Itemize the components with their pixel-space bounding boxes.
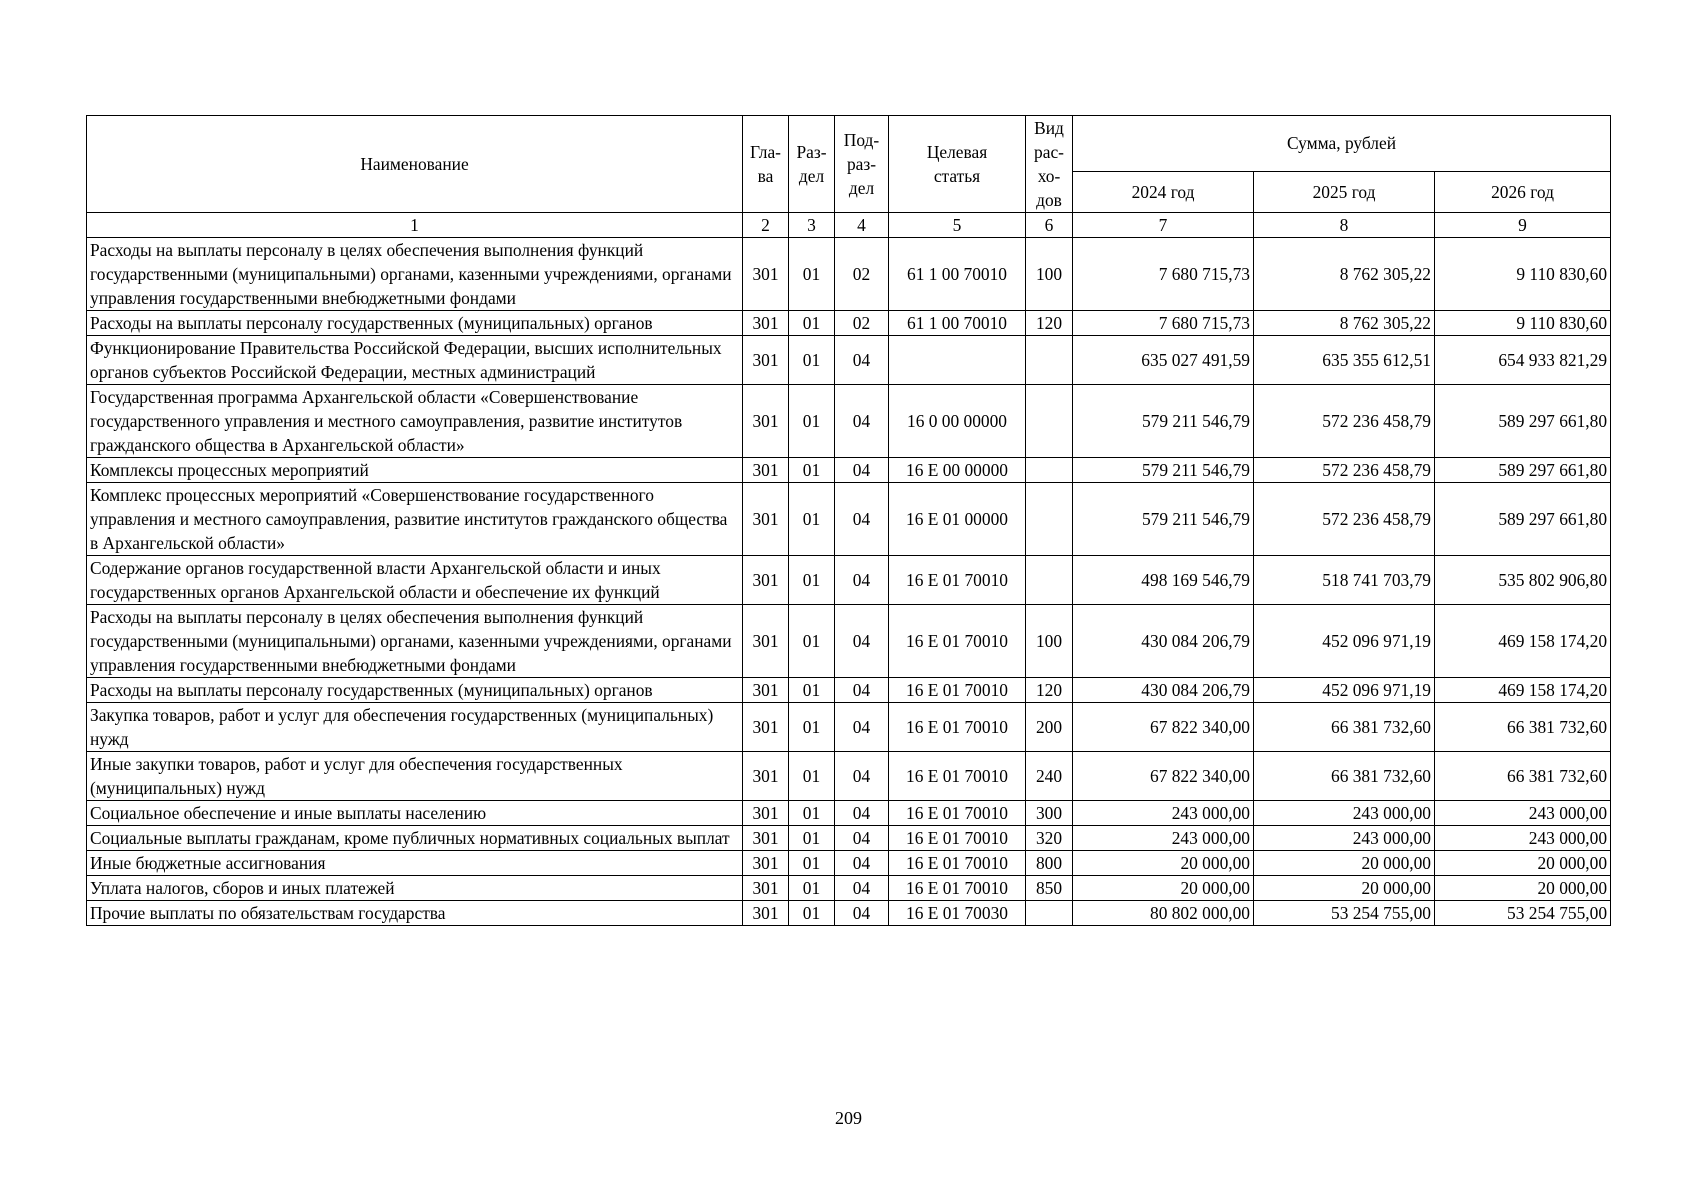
row-sum-2025: 452 096 971,19 bbox=[1254, 678, 1435, 703]
column-number: 6 bbox=[1026, 213, 1073, 238]
row-expense-type: 120 bbox=[1026, 311, 1073, 336]
row-sum-2026: 535 802 906,80 bbox=[1435, 556, 1611, 605]
row-section: 01 bbox=[789, 605, 835, 678]
row-expense-type bbox=[1026, 385, 1073, 458]
row-sum-2024: 7 680 715,73 bbox=[1073, 238, 1254, 311]
table-row bbox=[87, 901, 1611, 926]
row-target-article: 16 Е 01 70010 bbox=[889, 826, 1026, 851]
row-chapter: 301 bbox=[743, 385, 789, 458]
row-expense-type: 300 bbox=[1026, 801, 1073, 826]
row-name: Социальное обеспечение и иные выплаты населению bbox=[87, 801, 743, 826]
row-name: Комплексы процессных мероприятий bbox=[87, 458, 743, 483]
row-target-article: 16 Е 01 70010 bbox=[889, 703, 1026, 752]
header-expense-type: Вид рас- хо- дов bbox=[1026, 116, 1073, 213]
row-chapter: 301 bbox=[743, 703, 789, 752]
row-sum-2025: 66 381 732,60 bbox=[1254, 752, 1435, 801]
row-sum-2025: 243 000,00 bbox=[1254, 826, 1435, 851]
row-expense-type bbox=[1026, 458, 1073, 483]
row-name: Содержание органов государственной власти Архангельской области и иных государственных органов Архангельской области и обеспечение их функций bbox=[87, 556, 743, 605]
row-chapter: 301 bbox=[743, 311, 789, 336]
column-number: 1 bbox=[87, 213, 743, 238]
header-target: Целевая статья bbox=[889, 116, 1026, 213]
table-row bbox=[87, 238, 1611, 311]
row-sum-2025: 572 236 458,79 bbox=[1254, 458, 1435, 483]
row-expense-type: 120 bbox=[1026, 678, 1073, 703]
row-sum-2024: 430 084 206,79 bbox=[1073, 605, 1254, 678]
row-chapter: 301 bbox=[743, 801, 789, 826]
row-name: Расходы на выплаты персоналу государственных (муниципальных) органов bbox=[87, 678, 743, 703]
row-sum-2024: 20 000,00 bbox=[1073, 851, 1254, 876]
row-subsection: 04 bbox=[835, 752, 889, 801]
row-sum-2026: 589 297 661,80 bbox=[1435, 483, 1611, 556]
row-expense-type: 850 bbox=[1026, 876, 1073, 901]
row-chapter: 301 bbox=[743, 483, 789, 556]
row-target-article: 61 1 00 70010 bbox=[889, 311, 1026, 336]
row-name: Государственная программа Архангельской области «Совершенствование государственного управления и местного самоуправления, развитие институтов гражданского общества в Архангельской области» bbox=[87, 385, 743, 458]
row-name: Расходы на выплаты персоналу в целях обеспечения выполнения функций государственными (муниципальными) органами, казенными учреждениями, органами управления государственными внебюджетными фондами bbox=[87, 605, 743, 678]
row-chapter: 301 bbox=[743, 851, 789, 876]
row-sum-2025: 20 000,00 bbox=[1254, 851, 1435, 876]
row-target-article: 16 Е 01 70010 bbox=[889, 851, 1026, 876]
row-sum-2024: 20 000,00 bbox=[1073, 876, 1254, 901]
row-target-article: 16 Е 01 70010 bbox=[889, 678, 1026, 703]
row-sum-2024: 7 680 715,73 bbox=[1073, 311, 1254, 336]
row-target-article: 16 Е 01 70030 bbox=[889, 901, 1026, 926]
row-sum-2025: 8 762 305,22 bbox=[1254, 238, 1435, 311]
row-chapter: 301 bbox=[743, 826, 789, 851]
row-subsection: 04 bbox=[835, 826, 889, 851]
page-number: 209 bbox=[835, 1108, 862, 1128]
row-sum-2025: 518 741 703,79 bbox=[1254, 556, 1435, 605]
row-section: 01 bbox=[789, 238, 835, 311]
column-number-row bbox=[87, 213, 1611, 238]
row-chapter: 301 bbox=[743, 605, 789, 678]
row-target-article: 16 Е 01 70010 bbox=[889, 752, 1026, 801]
header-year-2024: 2024 год bbox=[1073, 171, 1254, 212]
row-sum-2024: 498 169 546,79 bbox=[1073, 556, 1254, 605]
row-subsection: 02 bbox=[835, 238, 889, 311]
row-sum-2024: 579 211 546,79 bbox=[1073, 458, 1254, 483]
row-sum-2026: 53 254 755,00 bbox=[1435, 901, 1611, 926]
column-number: 3 bbox=[789, 213, 835, 238]
row-expense-type: 100 bbox=[1026, 605, 1073, 678]
row-chapter: 301 bbox=[743, 556, 789, 605]
table-row bbox=[87, 605, 1611, 678]
row-expense-type: 100 bbox=[1026, 238, 1073, 311]
row-section: 01 bbox=[789, 336, 835, 385]
row-name: Расходы на выплаты персоналу в целях обеспечения выполнения функций государственными (муниципальными) органами, казенными учреждениями, органами управления государственными внебюджетными фондами bbox=[87, 238, 743, 311]
table-header bbox=[87, 116, 1611, 238]
row-sum-2025: 572 236 458,79 bbox=[1254, 385, 1435, 458]
row-section: 01 bbox=[789, 458, 835, 483]
row-section: 01 bbox=[789, 826, 835, 851]
table-body bbox=[87, 238, 1611, 926]
row-sum-2025: 243 000,00 bbox=[1254, 801, 1435, 826]
row-subsection: 02 bbox=[835, 311, 889, 336]
row-target-article: 16 Е 01 00000 bbox=[889, 483, 1026, 556]
row-sum-2025: 8 762 305,22 bbox=[1254, 311, 1435, 336]
row-sum-2025: 20 000,00 bbox=[1254, 876, 1435, 901]
table-row bbox=[87, 703, 1611, 752]
table-row bbox=[87, 336, 1611, 385]
table-row bbox=[87, 851, 1611, 876]
table-row bbox=[87, 458, 1611, 483]
row-name: Функционирование Правительства Российской Федерации, высших исполнительных органов субъектов Российской Федерации, местных администраций bbox=[87, 336, 743, 385]
row-target-article: 16 0 00 00000 bbox=[889, 385, 1026, 458]
row-subsection: 04 bbox=[835, 678, 889, 703]
row-expense-type: 200 bbox=[1026, 703, 1073, 752]
row-section: 01 bbox=[789, 801, 835, 826]
row-sum-2026: 469 158 174,20 bbox=[1435, 678, 1611, 703]
row-subsection: 04 bbox=[835, 556, 889, 605]
row-chapter: 301 bbox=[743, 678, 789, 703]
row-sum-2025: 66 381 732,60 bbox=[1254, 703, 1435, 752]
row-expense-type bbox=[1026, 556, 1073, 605]
row-section: 01 bbox=[789, 851, 835, 876]
row-target-article bbox=[889, 336, 1026, 385]
row-name: Иные бюджетные ассигнования bbox=[87, 851, 743, 876]
row-sum-2026: 9 110 830,60 bbox=[1435, 311, 1611, 336]
row-section: 01 bbox=[789, 876, 835, 901]
row-name: Закупка товаров, работ и услуг для обеспечения государственных (муниципальных) нужд bbox=[87, 703, 743, 752]
row-sum-2026: 654 933 821,29 bbox=[1435, 336, 1611, 385]
header-section: Раз- дел bbox=[789, 116, 835, 213]
row-sum-2025: 572 236 458,79 bbox=[1254, 483, 1435, 556]
row-section: 01 bbox=[789, 752, 835, 801]
header-year-2026: 2026 год bbox=[1435, 171, 1611, 212]
row-target-article: 16 Е 01 70010 bbox=[889, 605, 1026, 678]
column-number: 7 bbox=[1073, 213, 1254, 238]
row-sum-2024: 579 211 546,79 bbox=[1073, 385, 1254, 458]
row-subsection: 04 bbox=[835, 876, 889, 901]
table-row bbox=[87, 556, 1611, 605]
header-sum: Сумма, рублей bbox=[1073, 116, 1611, 172]
row-sum-2026: 589 297 661,80 bbox=[1435, 385, 1611, 458]
row-sum-2026: 469 158 174,20 bbox=[1435, 605, 1611, 678]
row-section: 01 bbox=[789, 901, 835, 926]
table-row bbox=[87, 385, 1611, 458]
row-name: Расходы на выплаты персоналу государственных (муниципальных) органов bbox=[87, 311, 743, 336]
row-section: 01 bbox=[789, 678, 835, 703]
row-sum-2026: 20 000,00 bbox=[1435, 876, 1611, 901]
row-sum-2024: 635 027 491,59 bbox=[1073, 336, 1254, 385]
row-chapter: 301 bbox=[743, 901, 789, 926]
row-subsection: 04 bbox=[835, 483, 889, 556]
column-number: 2 bbox=[743, 213, 789, 238]
header-subsection: Под- раз- дел bbox=[835, 116, 889, 213]
row-target-article: 61 1 00 70010 bbox=[889, 238, 1026, 311]
row-subsection: 04 bbox=[835, 851, 889, 876]
row-section: 01 bbox=[789, 556, 835, 605]
row-name: Комплекс процессных мероприятий «Совершенствование государственного управления и местного самоуправления, развитие институтов гражданского общества в Архангельской области» bbox=[87, 483, 743, 556]
row-chapter: 301 bbox=[743, 336, 789, 385]
row-sum-2024: 67 822 340,00 bbox=[1073, 703, 1254, 752]
row-subsection: 04 bbox=[835, 703, 889, 752]
header-year-2025: 2025 год bbox=[1254, 171, 1435, 212]
header-name: Наименование bbox=[87, 116, 743, 213]
row-sum-2026: 66 381 732,60 bbox=[1435, 752, 1611, 801]
row-sum-2024: 80 802 000,00 bbox=[1073, 901, 1254, 926]
row-chapter: 301 bbox=[743, 238, 789, 311]
row-name: Социальные выплаты гражданам, кроме публичных нормативных социальных выплат bbox=[87, 826, 743, 851]
row-expense-type bbox=[1026, 901, 1073, 926]
row-sum-2026: 66 381 732,60 bbox=[1435, 703, 1611, 752]
row-sum-2025: 53 254 755,00 bbox=[1254, 901, 1435, 926]
table-row bbox=[87, 801, 1611, 826]
row-target-article: 16 Е 01 70010 bbox=[889, 801, 1026, 826]
row-sum-2024: 243 000,00 bbox=[1073, 826, 1254, 851]
row-sum-2026: 9 110 830,60 bbox=[1435, 238, 1611, 311]
row-name: Уплата налогов, сборов и иных платежей bbox=[87, 876, 743, 901]
row-name: Прочие выплаты по обязательствам государства bbox=[87, 901, 743, 926]
row-sum-2025: 635 355 612,51 bbox=[1254, 336, 1435, 385]
column-number: 9 bbox=[1435, 213, 1611, 238]
row-sum-2026: 20 000,00 bbox=[1435, 851, 1611, 876]
table-row bbox=[87, 483, 1611, 556]
row-section: 01 bbox=[789, 703, 835, 752]
row-section: 01 bbox=[789, 385, 835, 458]
row-sum-2024: 430 084 206,79 bbox=[1073, 678, 1254, 703]
row-sum-2024: 243 000,00 bbox=[1073, 801, 1254, 826]
row-chapter: 301 bbox=[743, 458, 789, 483]
row-expense-type bbox=[1026, 483, 1073, 556]
row-subsection: 04 bbox=[835, 385, 889, 458]
row-expense-type: 320 bbox=[1026, 826, 1073, 851]
column-number: 8 bbox=[1254, 213, 1435, 238]
header-chapter: Гла- ва bbox=[743, 116, 789, 213]
row-expense-type: 240 bbox=[1026, 752, 1073, 801]
row-sum-2024: 67 822 340,00 bbox=[1073, 752, 1254, 801]
column-number: 4 bbox=[835, 213, 889, 238]
row-subsection: 04 bbox=[835, 458, 889, 483]
table-row bbox=[87, 311, 1611, 336]
row-sum-2026: 243 000,00 bbox=[1435, 801, 1611, 826]
row-subsection: 04 bbox=[835, 801, 889, 826]
row-expense-type bbox=[1026, 336, 1073, 385]
row-target-article: 16 Е 01 70010 bbox=[889, 556, 1026, 605]
table-row bbox=[87, 876, 1611, 901]
budget-table bbox=[86, 115, 1611, 926]
row-chapter: 301 bbox=[743, 752, 789, 801]
table-row bbox=[87, 752, 1611, 801]
row-section: 01 bbox=[789, 483, 835, 556]
row-sum-2026: 589 297 661,80 bbox=[1435, 458, 1611, 483]
row-subsection: 04 bbox=[835, 901, 889, 926]
row-target-article: 16 Е 01 70010 bbox=[889, 876, 1026, 901]
table-row bbox=[87, 678, 1611, 703]
table-row bbox=[87, 826, 1611, 851]
row-subsection: 04 bbox=[835, 336, 889, 385]
row-sum-2026: 243 000,00 bbox=[1435, 826, 1611, 851]
row-sum-2024: 579 211 546,79 bbox=[1073, 483, 1254, 556]
row-sum-2025: 452 096 971,19 bbox=[1254, 605, 1435, 678]
row-target-article: 16 Е 00 00000 bbox=[889, 458, 1026, 483]
row-chapter: 301 bbox=[743, 876, 789, 901]
row-expense-type: 800 bbox=[1026, 851, 1073, 876]
column-number: 5 bbox=[889, 213, 1026, 238]
row-subsection: 04 bbox=[835, 605, 889, 678]
row-name: Иные закупки товаров, работ и услуг для обеспечения государственных (муниципальных) нужд bbox=[87, 752, 743, 801]
row-section: 01 bbox=[789, 311, 835, 336]
